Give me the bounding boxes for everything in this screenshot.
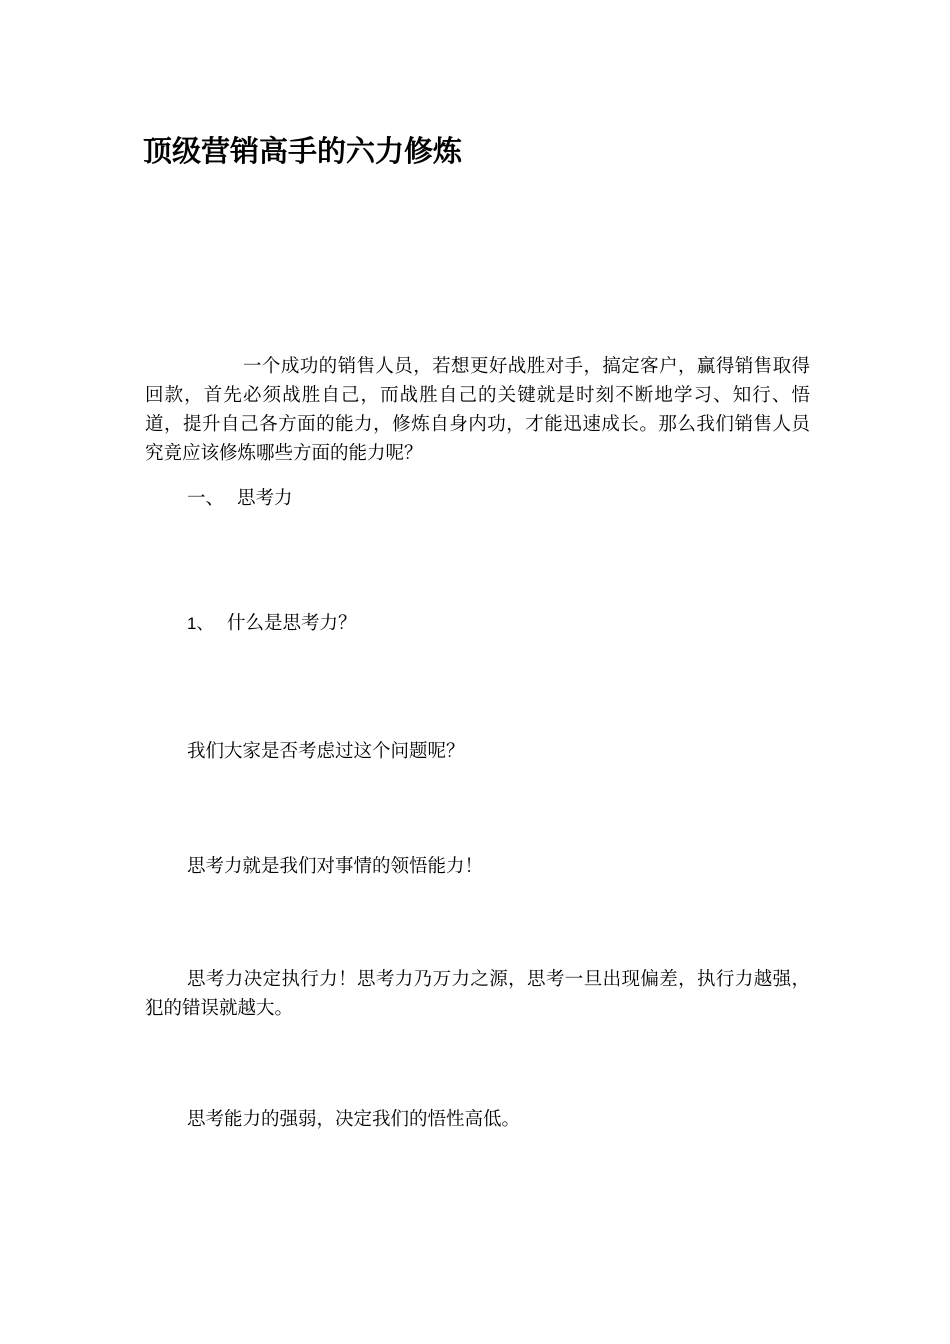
paragraph-definition: 思考力就是我们对事情的领悟能力！ [187, 856, 484, 877]
document-title: 顶级营销高手的六力修炼 [143, 134, 463, 168]
subsection-number: 1、 [187, 614, 214, 633]
paragraph-execution: 思考力决定执行力！思考力乃万力之源，思考一旦出现偏差，执行力越强，犯的错误就越大。 [145, 969, 810, 1019]
paragraph-insight: 思考能力的强弱，决定我们的悟性高低。 [187, 1109, 521, 1130]
intro-paragraph: 一个成功的销售人员，若想更好战胜对手，搞定客户，赢得销售取得回款，首先必须战胜自己，而战胜自己的关键就是时刻不断地学习、知行、悟道，提升自己各方面的能力，修炼自身内功，才能迅速成长。那么我们销售人员究竟应该修炼哪些方面的能力呢？ [145, 356, 810, 464]
subsection-title: 什么是思考力？ [227, 613, 357, 634]
section-title: 思考力 [237, 488, 293, 509]
section-heading [187, 484, 293, 513]
subsection-heading [187, 609, 357, 638]
paragraph-question: 我们大家是否考虑过这个问题呢？ [187, 741, 465, 762]
section-number: 一、 [187, 488, 225, 509]
